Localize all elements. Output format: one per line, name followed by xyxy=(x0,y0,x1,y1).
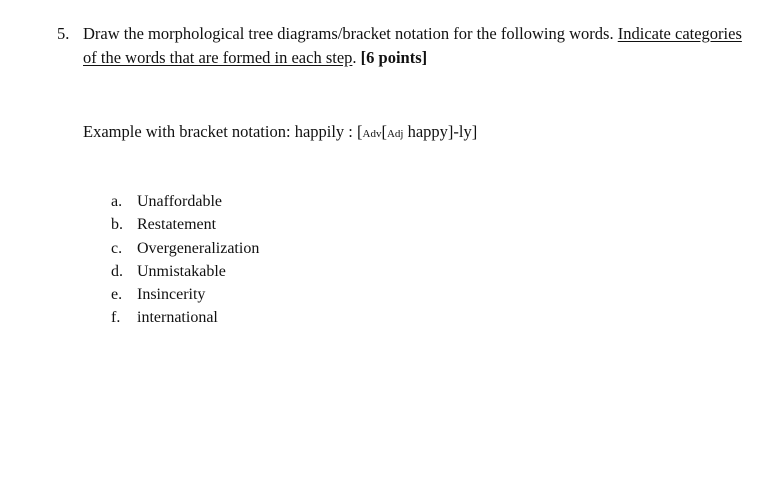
list-item xyxy=(111,190,259,213)
question-period: . xyxy=(352,48,357,67)
question-text xyxy=(83,22,757,70)
list-item-letter: f. xyxy=(111,309,121,327)
list-item xyxy=(111,213,259,236)
example-lead: Example with bracket notation: happily : xyxy=(83,122,358,141)
list-item-word: Insincerity xyxy=(137,286,206,304)
example-word: happy]-ly] xyxy=(403,122,478,141)
example-label-adj: Adj xyxy=(386,128,404,140)
question-block xyxy=(57,22,757,70)
list-item-word: Unmistakable xyxy=(137,262,226,280)
list-item xyxy=(111,283,259,306)
list-item xyxy=(111,260,259,283)
question-instruction: Draw the morphological tree diagrams/bracket notation for the following words. xyxy=(83,24,614,43)
list-item-letter: d. xyxy=(111,262,123,280)
example-label-adv: Adv xyxy=(362,128,382,140)
word-list xyxy=(111,190,259,330)
list-item-letter: c. xyxy=(111,239,123,257)
list-item xyxy=(111,306,259,329)
question-points: [6 points] xyxy=(360,48,428,67)
example-bracket-open-inner: [ xyxy=(381,122,387,141)
list-item-letter: e. xyxy=(111,286,123,304)
question-number: 5. xyxy=(57,24,70,43)
list-item-letter: a. xyxy=(111,193,123,210)
list-item xyxy=(111,237,259,260)
list-item-word: Unaffordable xyxy=(137,193,222,210)
list-item-letter: b. xyxy=(111,216,123,234)
example-line xyxy=(83,120,477,146)
question-underlined-instruction: Indicate categories of the words that are formed in each step xyxy=(83,24,742,67)
list-item-word: international xyxy=(137,309,218,327)
list-item-word: Overgeneralization xyxy=(137,239,260,257)
example-bracket-open-outer: [ xyxy=(357,122,363,141)
list-item-word: Restatement xyxy=(137,216,217,234)
